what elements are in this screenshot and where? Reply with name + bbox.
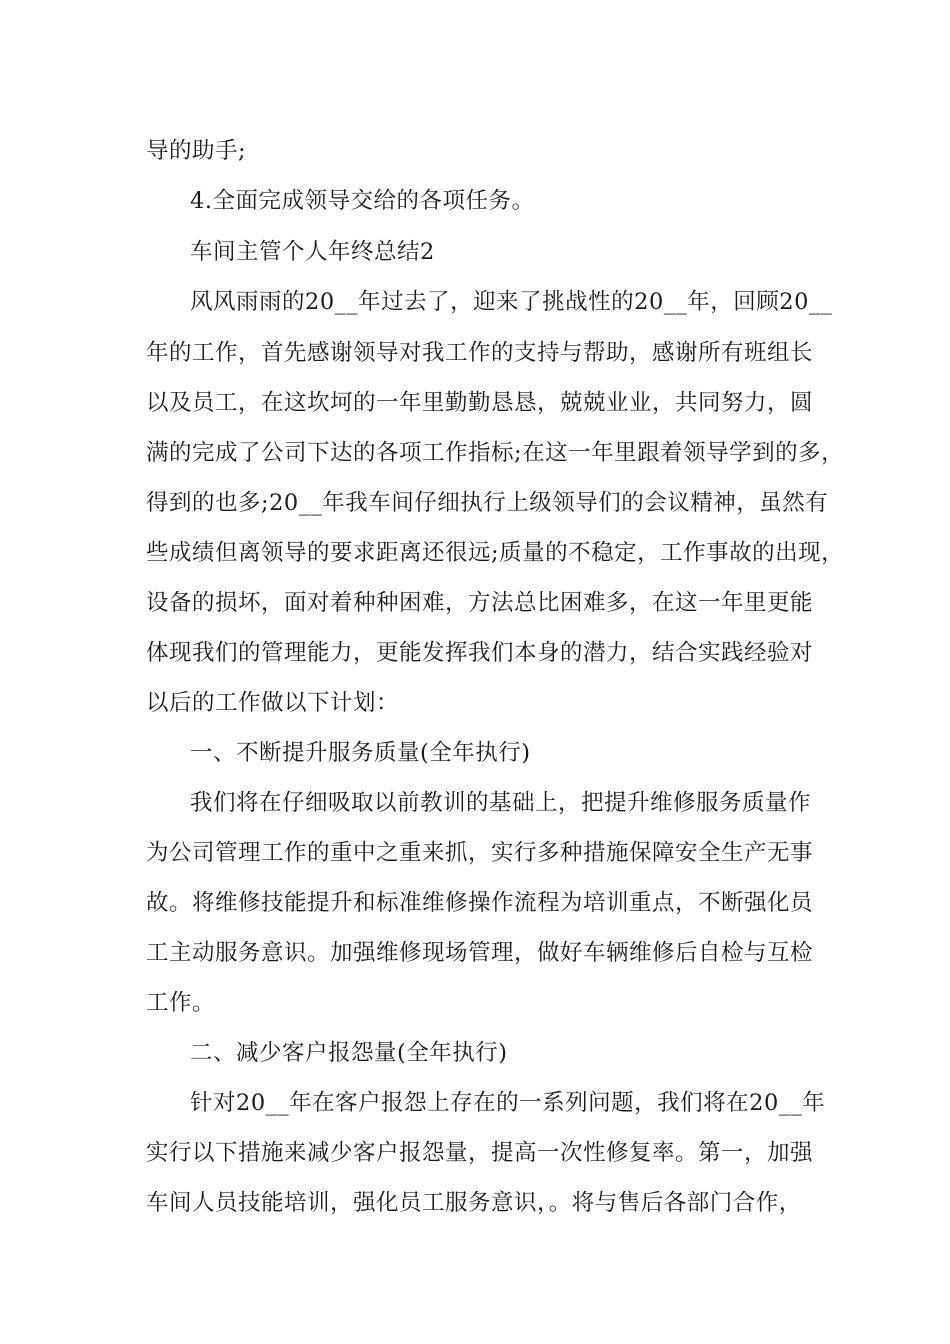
- section-heading: 二、减少客户报怨量(全年执行): [190, 1040, 508, 1066]
- paragraph-line: 工主动服务意识。加强维修现场管理，做好车辆维修后自检与互检: [146, 940, 814, 966]
- section-title: 车间主管个人年终总结2: [190, 239, 435, 265]
- paragraph-line: 以及员工，在这坎坷的一年里勤勤恳恳，兢兢业业，共同努力，圆: [146, 390, 814, 416]
- paragraph-line: 体现我们的管理能力，更能发挥我们本身的潜力，结合实践经验对: [146, 640, 814, 666]
- list-item: 4.全面完成领导交给的各项任务。: [190, 188, 535, 214]
- paragraph-line: 满的完成了公司下达的各项工作指标;在这一年里跟着领导学到的多，: [146, 440, 845, 466]
- paragraph-line: 风风雨雨的20__年过去了，迎来了挑战性的20__年，回顾20__: [190, 289, 833, 315]
- paragraph-line: 年的工作，首先感谢领导对我工作的支持与帮助，感谢所有班组长: [146, 340, 814, 366]
- paragraph-line: 设备的损坏，面对着种种困难，方法总比困难多，在这一年里更能: [146, 590, 814, 616]
- paragraph-line: 我们将在仔细吸取以前教训的基础上，把提升维修服务质量作: [190, 790, 812, 816]
- paragraph-line: 些成绩但离领导的要求距离还很远;质量的不稳定，工作事故的出现，: [146, 540, 845, 566]
- paragraph-line: 以后的工作做以下计划：: [146, 690, 400, 716]
- paragraph-line: 得到的也多;20__年我车间仔细执行上级领导们的会议精神，虽然有: [146, 490, 829, 516]
- section-heading: 一、不断提升服务质量(全年执行): [190, 740, 531, 766]
- paragraph-line: 车间人员技能培训，强化员工服务意识，。将与售后各部门合作，: [146, 1190, 802, 1216]
- paragraph-line: 工作。: [146, 990, 216, 1016]
- paragraph-line: 故。将维修技能提升和标准维修操作流程为培训重点，不断强化员: [146, 890, 814, 916]
- paragraph-line: 为公司管理工作的重中之重来抓，实行多种措施保障安全生产无事: [146, 840, 814, 866]
- paragraph-line: 针对20__年在客户报怨上存在的一系列问题，我们将在20__年: [190, 1090, 826, 1116]
- text-line: 导的助手;: [146, 138, 247, 164]
- paragraph-line: 实行以下措施来减少客户报怨量，提高一次性修复率。第一，加强: [146, 1140, 814, 1166]
